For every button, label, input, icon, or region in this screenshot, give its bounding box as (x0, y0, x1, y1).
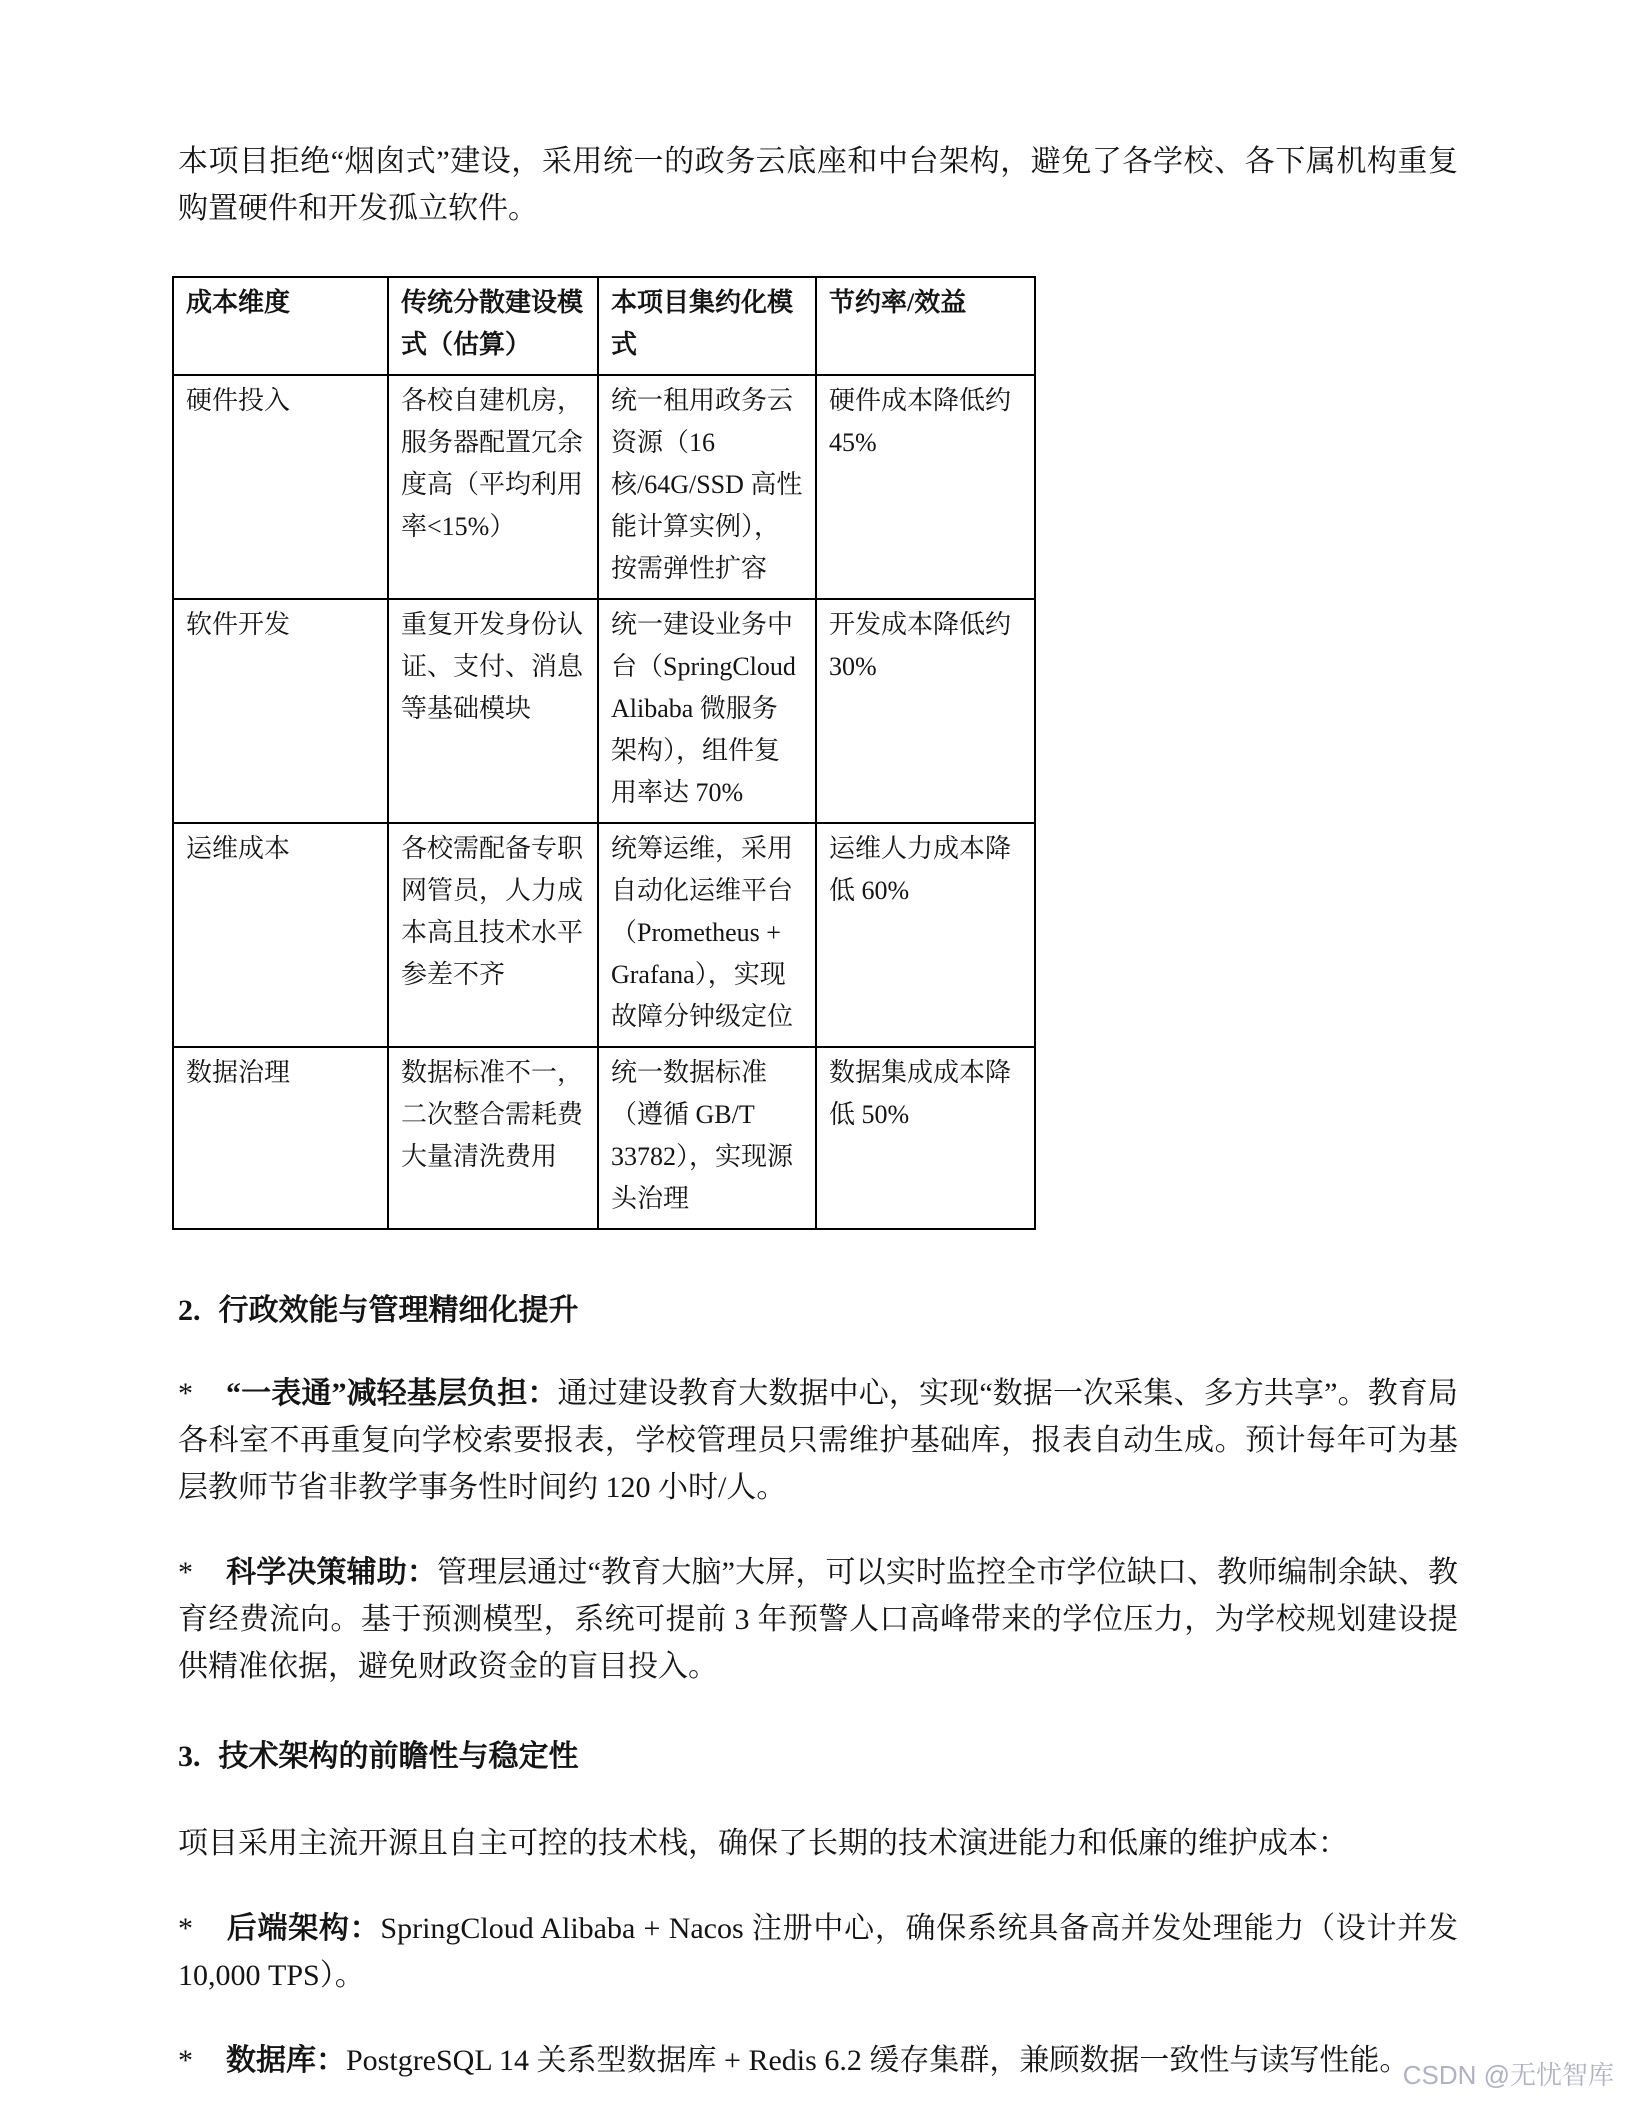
bullet-lead: 后端架构： (226, 1912, 381, 1945)
intro-paragraph: 本项目拒绝“烟囱式”建设，采用统一的政务云底座和中台架构，避免了各学校、各下属机构重复购置硬件和开发孤立软件。 (178, 145, 1458, 225)
section-2-heading (178, 1290, 1458, 1332)
cost-comparison-table (172, 276, 1036, 1230)
bullet-text: 通过建设教育大数据中心，实现“数据一次采集、多方共享”。教育局各科室不再重复向学校索要报表，学校管理员只需维护基础库，报表自动生成。预计每年可为基层教师节省非教学事务性时间约 120 小时/人。 (178, 1377, 1458, 1504)
traditional-cell: 数据标准不一，二次整合需耗费大量清洗费用 (388, 1047, 598, 1229)
header-cell-centralized: 本项目集约化模式 (598, 277, 816, 375)
bullet-marker: * (178, 1377, 193, 1410)
bullet-marker: * (178, 2044, 193, 2077)
section-3-number: 3. (178, 1740, 201, 1773)
bullet-item (178, 1549, 1458, 1690)
table-row (173, 1047, 1035, 1229)
bullet-item (178, 1905, 1458, 1999)
bullet-lead: 数据库： (226, 2044, 346, 2077)
dimension-cell: 软件开发 (173, 599, 388, 823)
watermark: CSDN @无忧智库 (1402, 2060, 1614, 2090)
section-2-title: 行政效能与管理精细化提升 (218, 1294, 579, 1327)
section-3-title: 技术架构的前瞻性与稳定性 (218, 1740, 579, 1773)
bullet-item (178, 2037, 1458, 2084)
bullet-item (178, 1370, 1458, 1511)
section-2-number: 2. (178, 1294, 201, 1327)
dimension-cell: 数据治理 (173, 1047, 388, 1229)
dimension-cell: 运维成本 (173, 823, 388, 1047)
saving-cell: 运维人力成本降低 60% (816, 823, 1035, 1047)
saving-cell: 硬件成本降低约 45% (816, 375, 1035, 599)
bullet-lead: “一表通”减轻基层负担： (226, 1377, 558, 1410)
header-cell-dimension: 成本维度 (173, 277, 388, 375)
header-cell-traditional: 传统分散建设模式（估算） (388, 277, 598, 375)
bullet-marker: * (178, 1556, 193, 1589)
bullet-marker: * (178, 1912, 193, 1945)
centralized-cell: 统一建设业务中台（SpringCloud Alibaba 微服务架构），组件复用率达 70% (598, 599, 816, 823)
header-cell-saving: 节约率/效益 (816, 277, 1035, 375)
saving-cell: 数据集成成本降低 50% (816, 1047, 1035, 1229)
section-3-heading (178, 1736, 1458, 1778)
bullet-text: SpringCloud Alibaba + Nacos 注册中心，确保系统具备高并发处理能力（设计并发 10,000 TPS）。 (178, 1912, 1459, 1992)
saving-cell: 开发成本降低约 30% (816, 599, 1035, 823)
table-row (173, 599, 1035, 823)
bullet-text: PostgreSQL 14 关系型数据库 + Redis 6.2 缓存集群，兼顾数据一致性与读写性能。 (346, 2044, 1410, 2077)
centralized-cell: 统筹运维，采用自动化运维平台（Prometheus + Grafana），实现故障分钟级定位 (598, 823, 816, 1047)
bullet-text: 管理层通过“教育大脑”大屏，可以实时监控全市学位缺口、教师编制余缺、教育经费流向。基于预测模型，系统可提前 3 年预警人口高峰带来的学位压力，为学校规划建设提供精准依据，避免财政资金的盲目投入。 (178, 1556, 1458, 1683)
table-header-row (173, 277, 1035, 375)
traditional-cell: 重复开发身份认证、支付、消息等基础模块 (388, 599, 598, 823)
centralized-cell: 统一租用政务云资源（16 核/64G/SSD 高性能计算实例），按需弹性扩容 (598, 375, 816, 599)
bullet-lead: 科学决策辅助： (226, 1556, 438, 1589)
traditional-cell: 各校需配备专职网管员，人力成本高且技术水平参差不齐 (388, 823, 598, 1047)
dimension-cell: 硬件投入 (173, 375, 388, 599)
table-row (173, 823, 1035, 1047)
section-3-intro: 项目采用主流开源且自主可控的技术栈，确保了长期的技术演进能力和低廉的维护成本： (178, 1827, 1348, 1860)
page-content (178, 138, 1458, 2084)
table-row (173, 375, 1035, 599)
centralized-cell: 统一数据标准（遵循 GB/T 33782），实现源头治理 (598, 1047, 816, 1229)
traditional-cell: 各校自建机房，服务器配置冗余度高（平均利用率<15%） (388, 375, 598, 599)
